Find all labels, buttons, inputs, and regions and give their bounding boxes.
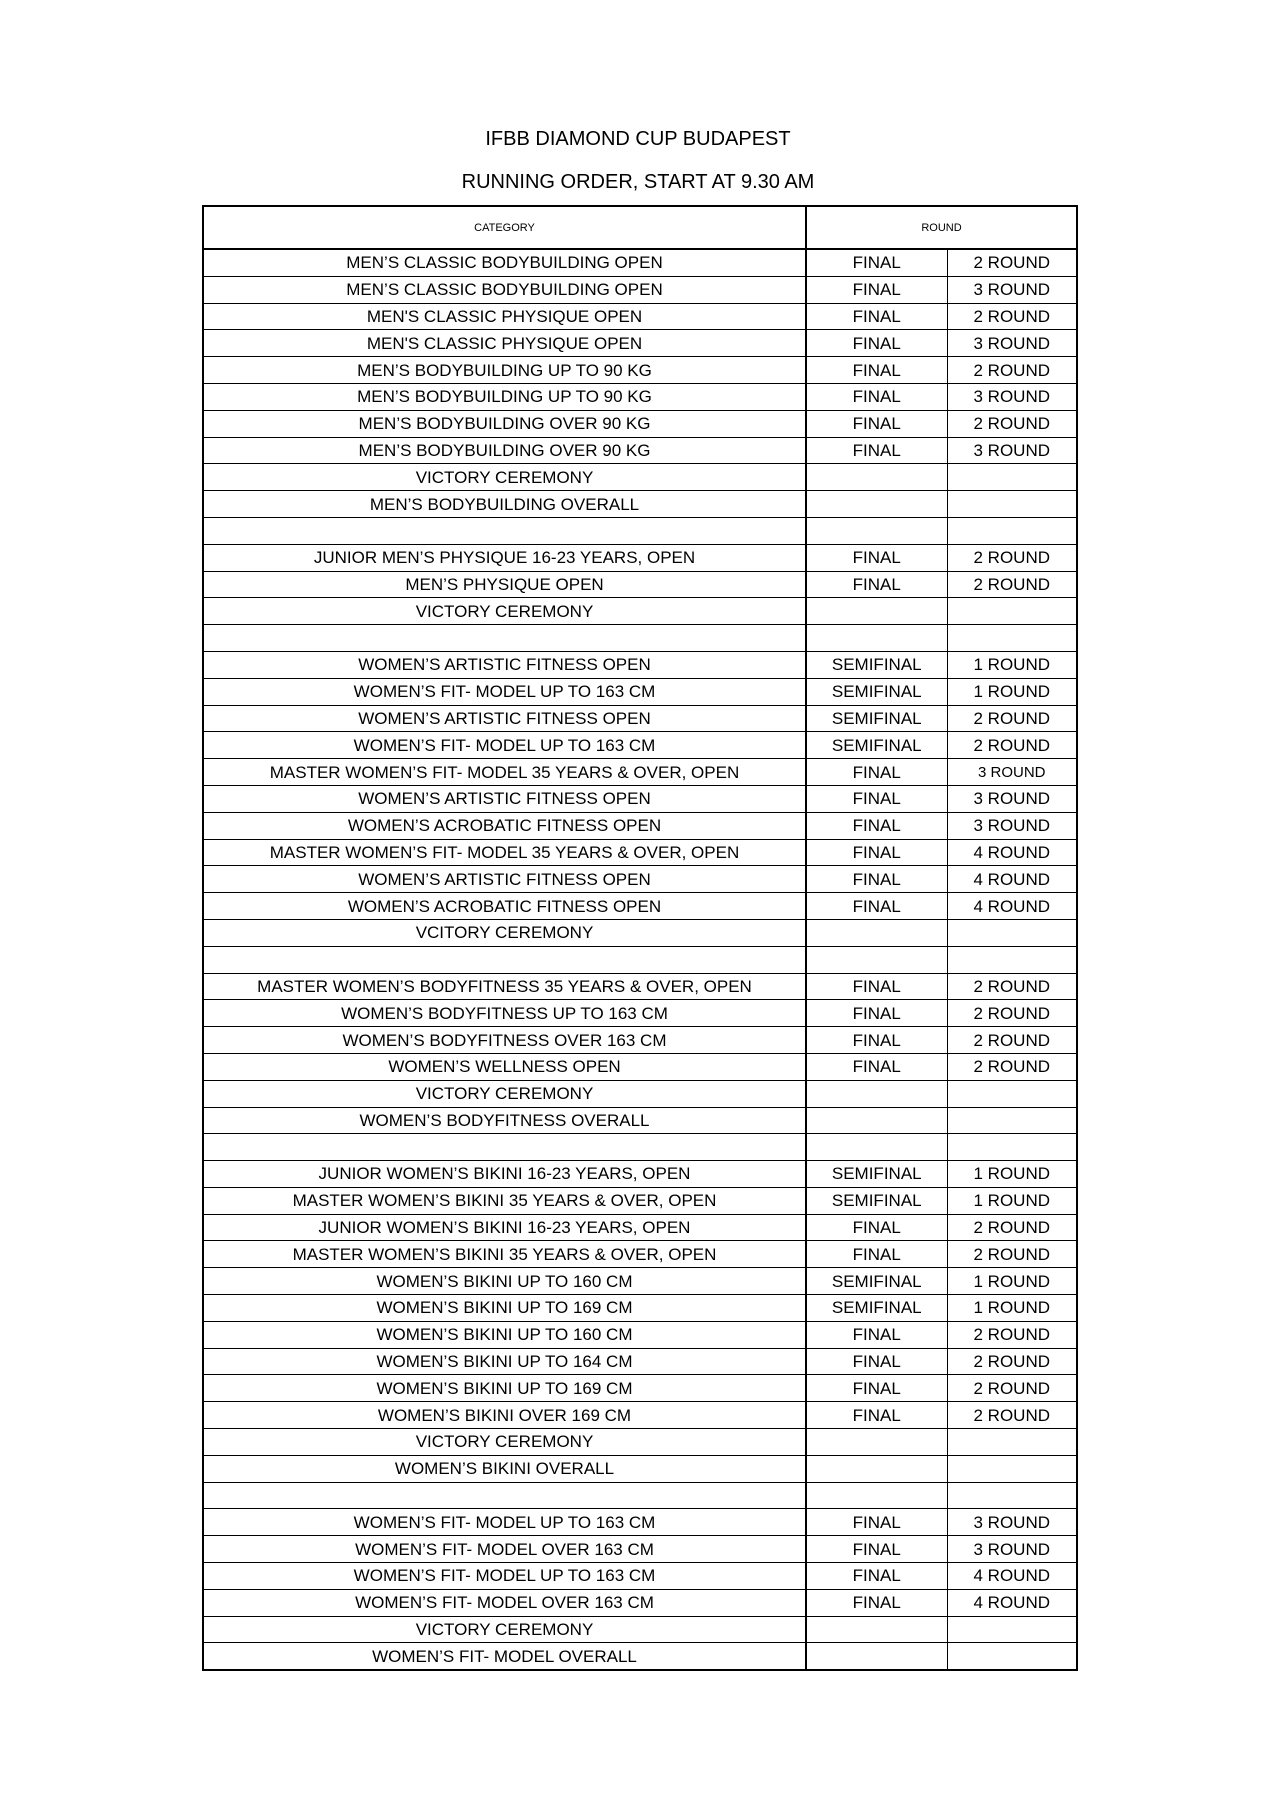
table-row xyxy=(203,946,1077,973)
round-cell: 4 ROUND xyxy=(947,866,1077,893)
category-cell: MEN'S CLASSIC PHYSIQUE OPEN xyxy=(203,303,806,330)
category-cell: VCITORY CEREMONY xyxy=(203,919,806,946)
category-cell: WOMEN’S FIT- MODEL OVER 163 CM xyxy=(203,1589,806,1616)
document-title: IFBB DIAMOND CUP BUDAPEST xyxy=(485,128,791,150)
category-cell xyxy=(203,517,806,544)
stage-cell: SEMIFINAL xyxy=(806,678,947,705)
stage-cell xyxy=(806,1107,947,1134)
stage-cell xyxy=(806,946,947,973)
stage-cell: FINAL xyxy=(806,1000,947,1027)
stage-cell xyxy=(806,1482,947,1509)
stage-cell xyxy=(806,1429,947,1456)
round-cell: 2 ROUND xyxy=(947,1027,1077,1054)
category-cell: MEN'S CLASSIC PHYSIQUE OPEN xyxy=(203,330,806,357)
table-row xyxy=(203,276,1077,303)
category-cell xyxy=(203,1134,806,1161)
round-cell: 2 ROUND xyxy=(947,1321,1077,1348)
table-row xyxy=(203,1589,1077,1616)
category-cell: MEN’S PHYSIQUE OPEN xyxy=(203,571,806,598)
round-cell xyxy=(947,1134,1077,1161)
category-cell: WOMEN’S FIT- MODEL UP TO 163 CM xyxy=(203,1509,806,1536)
table-row xyxy=(203,1053,1077,1080)
round-cell: 2 ROUND xyxy=(947,973,1077,1000)
stage-cell: FINAL xyxy=(806,1321,947,1348)
table-row xyxy=(203,1402,1077,1429)
round-cell: 2 ROUND xyxy=(947,410,1077,437)
table-header-row xyxy=(203,206,1077,249)
stage-cell: FINAL xyxy=(806,1509,947,1536)
round-cell: 2 ROUND xyxy=(947,249,1077,276)
category-cell: MASTER WOMEN’S BIKINI 35 YEARS & OVER, OPEN xyxy=(203,1187,806,1214)
table-row xyxy=(203,785,1077,812)
round-cell xyxy=(947,1107,1077,1134)
table-row xyxy=(203,410,1077,437)
table-row xyxy=(203,1027,1077,1054)
table-row xyxy=(203,1509,1077,1536)
table-row xyxy=(203,383,1077,410)
stage-cell xyxy=(806,919,947,946)
category-cell: MEN’S CLASSIC BODYBUILDING OPEN xyxy=(203,276,806,303)
round-cell: 2 ROUND xyxy=(947,303,1077,330)
round-cell: 2 ROUND xyxy=(947,1053,1077,1080)
category-cell: WOMEN’S FIT- MODEL UP TO 163 CM xyxy=(203,732,806,759)
category-cell: VICTORY CEREMONY xyxy=(203,598,806,625)
stage-cell: FINAL xyxy=(806,437,947,464)
table-row xyxy=(203,1375,1077,1402)
table-row xyxy=(203,1643,1077,1670)
category-cell: VICTORY CEREMONY xyxy=(203,1080,806,1107)
table-row xyxy=(203,866,1077,893)
category-cell xyxy=(203,625,806,652)
table-row xyxy=(203,571,1077,598)
table-row xyxy=(203,517,1077,544)
category-cell: WOMEN’S WELLNESS OPEN xyxy=(203,1053,806,1080)
round-cell: 1 ROUND xyxy=(947,678,1077,705)
round-cell: 2 ROUND xyxy=(947,705,1077,732)
category-cell: WOMEN’S FIT- MODEL UP TO 163 CM xyxy=(203,678,806,705)
category-cell: WOMEN’S ACROBATIC FITNESS OPEN xyxy=(203,893,806,920)
stage-cell: FINAL xyxy=(806,1241,947,1268)
round-cell: 3 ROUND xyxy=(947,437,1077,464)
category-cell: WOMEN’S BODYFITNESS UP TO 163 CM xyxy=(203,1000,806,1027)
category-cell: WOMEN’S BIKINI UP TO 164 CM xyxy=(203,1348,806,1375)
stage-cell: FINAL xyxy=(806,330,947,357)
category-cell: WOMEN’S BODYFITNESS OVER 163 CM xyxy=(203,1027,806,1054)
stage-cell: FINAL xyxy=(806,1375,947,1402)
category-cell: WOMEN’S FIT- MODEL UP TO 163 CM xyxy=(203,1563,806,1590)
table-row xyxy=(203,1295,1077,1322)
stage-cell: FINAL xyxy=(806,357,947,384)
round-cell: 3 ROUND xyxy=(947,383,1077,410)
round-cell xyxy=(947,1080,1077,1107)
category-cell: MEN’S CLASSIC BODYBUILDING OPEN xyxy=(203,249,806,276)
table-row xyxy=(203,1134,1077,1161)
category-cell: WOMEN’S ARTISTIC FITNESS OPEN xyxy=(203,785,806,812)
table-row xyxy=(203,491,1077,518)
round-cell: 1 ROUND xyxy=(947,651,1077,678)
stage-cell xyxy=(806,1643,947,1670)
table-row xyxy=(203,303,1077,330)
table-row xyxy=(203,1429,1077,1456)
round-cell: 2 ROUND xyxy=(947,732,1077,759)
round-cell: 3 ROUND xyxy=(947,785,1077,812)
category-cell: JUNIOR WOMEN’S BIKINI 16-23 YEARS, OPEN xyxy=(203,1161,806,1188)
category-cell: JUNIOR WOMEN’S BIKINI 16-23 YEARS, OPEN xyxy=(203,1214,806,1241)
stage-cell: FINAL xyxy=(806,973,947,1000)
category-cell: MASTER WOMEN’S BIKINI 35 YEARS & OVER, OPEN xyxy=(203,1241,806,1268)
round-cell xyxy=(947,1429,1077,1456)
category-cell: MASTER WOMEN’S FIT- MODEL 35 YEARS & OVER, OPEN xyxy=(203,839,806,866)
round-cell: 1 ROUND xyxy=(947,1295,1077,1322)
category-cell: WOMEN’S ACROBATIC FITNESS OPEN xyxy=(203,812,806,839)
stage-cell: FINAL xyxy=(806,1348,947,1375)
category-cell: WOMEN’S ARTISTIC FITNESS OPEN xyxy=(203,866,806,893)
stage-cell: FINAL xyxy=(806,866,947,893)
table-row xyxy=(203,1241,1077,1268)
table-row xyxy=(203,1563,1077,1590)
table-row xyxy=(203,759,1077,786)
category-cell: VICTORY CEREMONY xyxy=(203,1616,806,1643)
stage-cell: FINAL xyxy=(806,1402,947,1429)
stage-cell: SEMIFINAL xyxy=(806,1268,947,1295)
round-cell xyxy=(947,1482,1077,1509)
table-row xyxy=(203,732,1077,759)
document-subtitle: RUNNING ORDER, START AT 9.30 AM xyxy=(461,171,815,193)
stage-cell: SEMIFINAL xyxy=(806,705,947,732)
table-row xyxy=(203,1321,1077,1348)
round-cell: 3 ROUND xyxy=(947,1536,1077,1563)
round-header: ROUND xyxy=(806,206,1077,249)
table-row xyxy=(203,437,1077,464)
table-row xyxy=(203,973,1077,1000)
category-cell xyxy=(203,946,806,973)
category-cell: MASTER WOMEN’S FIT- MODEL 35 YEARS & OVER, OPEN xyxy=(203,759,806,786)
table-row xyxy=(203,1080,1077,1107)
stage-cell: SEMIFINAL xyxy=(806,651,947,678)
table-row xyxy=(203,1536,1077,1563)
round-cell: 4 ROUND xyxy=(947,893,1077,920)
category-cell: WOMEN’S BIKINI OVER 169 CM xyxy=(203,1402,806,1429)
round-cell xyxy=(947,598,1077,625)
stage-cell: FINAL xyxy=(806,383,947,410)
round-cell: 4 ROUND xyxy=(947,839,1077,866)
stage-cell xyxy=(806,1134,947,1161)
round-cell: 3 ROUND xyxy=(947,330,1077,357)
category-cell: WOMEN’S BIKINI OVERALL xyxy=(203,1455,806,1482)
round-cell xyxy=(947,1643,1077,1670)
table-row xyxy=(203,1107,1077,1134)
table-row xyxy=(203,1268,1077,1295)
stage-cell: FINAL xyxy=(806,1053,947,1080)
stage-cell xyxy=(806,1616,947,1643)
round-cell xyxy=(947,919,1077,946)
table-row xyxy=(203,1455,1077,1482)
round-cell: 2 ROUND xyxy=(947,1375,1077,1402)
round-cell xyxy=(947,464,1077,491)
round-cell: 2 ROUND xyxy=(947,1241,1077,1268)
stage-cell: FINAL xyxy=(806,410,947,437)
category-cell: WOMEN’S FIT- MODEL OVERALL xyxy=(203,1643,806,1670)
stage-cell: FINAL xyxy=(806,571,947,598)
category-cell: MEN’S BODYBUILDING OVERALL xyxy=(203,491,806,518)
stage-cell: FINAL xyxy=(806,1536,947,1563)
category-header: CATEGORY xyxy=(203,206,806,249)
stage-cell xyxy=(806,491,947,518)
round-cell xyxy=(947,946,1077,973)
round-cell: 2 ROUND xyxy=(947,1214,1077,1241)
stage-cell: FINAL xyxy=(806,544,947,571)
stage-cell: FINAL xyxy=(806,812,947,839)
table-row xyxy=(203,705,1077,732)
stage-cell: FINAL xyxy=(806,1563,947,1590)
table-row xyxy=(203,1616,1077,1643)
round-cell: 1 ROUND xyxy=(947,1161,1077,1188)
round-cell: 1 ROUND xyxy=(947,1268,1077,1295)
category-cell: MEN’S BODYBUILDING UP TO 90 KG xyxy=(203,357,806,384)
stage-cell xyxy=(806,1080,947,1107)
table-row xyxy=(203,893,1077,920)
table-row xyxy=(203,544,1077,571)
stage-cell: FINAL xyxy=(806,759,947,786)
stage-cell: FINAL xyxy=(806,893,947,920)
round-cell xyxy=(947,491,1077,518)
table-row xyxy=(203,1348,1077,1375)
table-row xyxy=(203,330,1077,357)
round-cell: 2 ROUND xyxy=(947,544,1077,571)
category-cell: WOMEN’S FIT- MODEL OVER 163 CM xyxy=(203,1536,806,1563)
stage-cell: FINAL xyxy=(806,249,947,276)
table-row xyxy=(203,678,1077,705)
category-cell: VICTORY CEREMONY xyxy=(203,464,806,491)
round-cell: 3 ROUND xyxy=(947,812,1077,839)
round-cell: 3 ROUND xyxy=(947,276,1077,303)
stage-cell: SEMIFINAL xyxy=(806,732,947,759)
table-row xyxy=(203,1187,1077,1214)
stage-cell: SEMIFINAL xyxy=(806,1187,947,1214)
round-cell: 4 ROUND xyxy=(947,1589,1077,1616)
category-cell: MASTER WOMEN’S BODYFITNESS 35 YEARS & OVER, OPEN xyxy=(203,973,806,1000)
table-row xyxy=(203,598,1077,625)
round-cell: 2 ROUND xyxy=(947,571,1077,598)
category-cell: JUNIOR MEN’S PHYSIQUE 16-23 YEARS, OPEN xyxy=(203,544,806,571)
category-cell: WOMEN’S BIKINI UP TO 169 CM xyxy=(203,1295,806,1322)
table-row xyxy=(203,1214,1077,1241)
stage-cell xyxy=(806,1455,947,1482)
round-cell xyxy=(947,1455,1077,1482)
round-cell: 3 ROUND xyxy=(947,1509,1077,1536)
stage-cell xyxy=(806,464,947,491)
table-row xyxy=(203,919,1077,946)
stage-cell: FINAL xyxy=(806,276,947,303)
stage-cell: FINAL xyxy=(806,1027,947,1054)
stage-cell: SEMIFINAL xyxy=(806,1295,947,1322)
category-cell: WOMEN’S BIKINI UP TO 160 CM xyxy=(203,1321,806,1348)
round-cell xyxy=(947,625,1077,652)
category-cell: MEN’S BODYBUILDING OVER 90 KG xyxy=(203,410,806,437)
stage-cell: FINAL xyxy=(806,1214,947,1241)
table-row xyxy=(203,1161,1077,1188)
category-cell: WOMEN’S BIKINI UP TO 169 CM xyxy=(203,1375,806,1402)
round-cell xyxy=(947,1616,1077,1643)
stage-cell: FINAL xyxy=(806,1589,947,1616)
table-row xyxy=(203,464,1077,491)
table-row xyxy=(203,839,1077,866)
running-order-table xyxy=(202,205,1078,1671)
stage-cell: FINAL xyxy=(806,303,947,330)
table-row xyxy=(203,357,1077,384)
round-cell: 4 ROUND xyxy=(947,1563,1077,1590)
category-cell: MEN’S BODYBUILDING OVER 90 KG xyxy=(203,437,806,464)
stage-cell: FINAL xyxy=(806,785,947,812)
round-cell: 2 ROUND xyxy=(947,1402,1077,1429)
round-cell: 1 ROUND xyxy=(947,1187,1077,1214)
stage-cell: FINAL xyxy=(806,839,947,866)
table-row xyxy=(203,625,1077,652)
stage-cell xyxy=(806,625,947,652)
stage-cell: SEMIFINAL xyxy=(806,1161,947,1188)
table-row xyxy=(203,249,1077,276)
category-cell: WOMEN’S BIKINI UP TO 160 CM xyxy=(203,1268,806,1295)
round-cell: 2 ROUND xyxy=(947,357,1077,384)
stage-cell xyxy=(806,598,947,625)
table-row xyxy=(203,812,1077,839)
round-cell: 3 ROUND xyxy=(947,759,1077,786)
table-row xyxy=(203,1000,1077,1027)
stage-cell xyxy=(806,517,947,544)
round-cell: 2 ROUND xyxy=(947,1000,1077,1027)
table-body xyxy=(203,249,1077,1670)
category-cell: WOMEN’S ARTISTIC FITNESS OPEN xyxy=(203,651,806,678)
category-cell: MEN’S BODYBUILDING UP TO 90 KG xyxy=(203,383,806,410)
round-cell: 2 ROUND xyxy=(947,1348,1077,1375)
table-row xyxy=(203,1482,1077,1509)
category-cell xyxy=(203,1482,806,1509)
category-cell: WOMEN’S ARTISTIC FITNESS OPEN xyxy=(203,705,806,732)
table-row xyxy=(203,651,1077,678)
category-cell: VICTORY CEREMONY xyxy=(203,1429,806,1456)
category-cell: WOMEN’S BODYFITNESS OVERALL xyxy=(203,1107,806,1134)
round-cell xyxy=(947,517,1077,544)
